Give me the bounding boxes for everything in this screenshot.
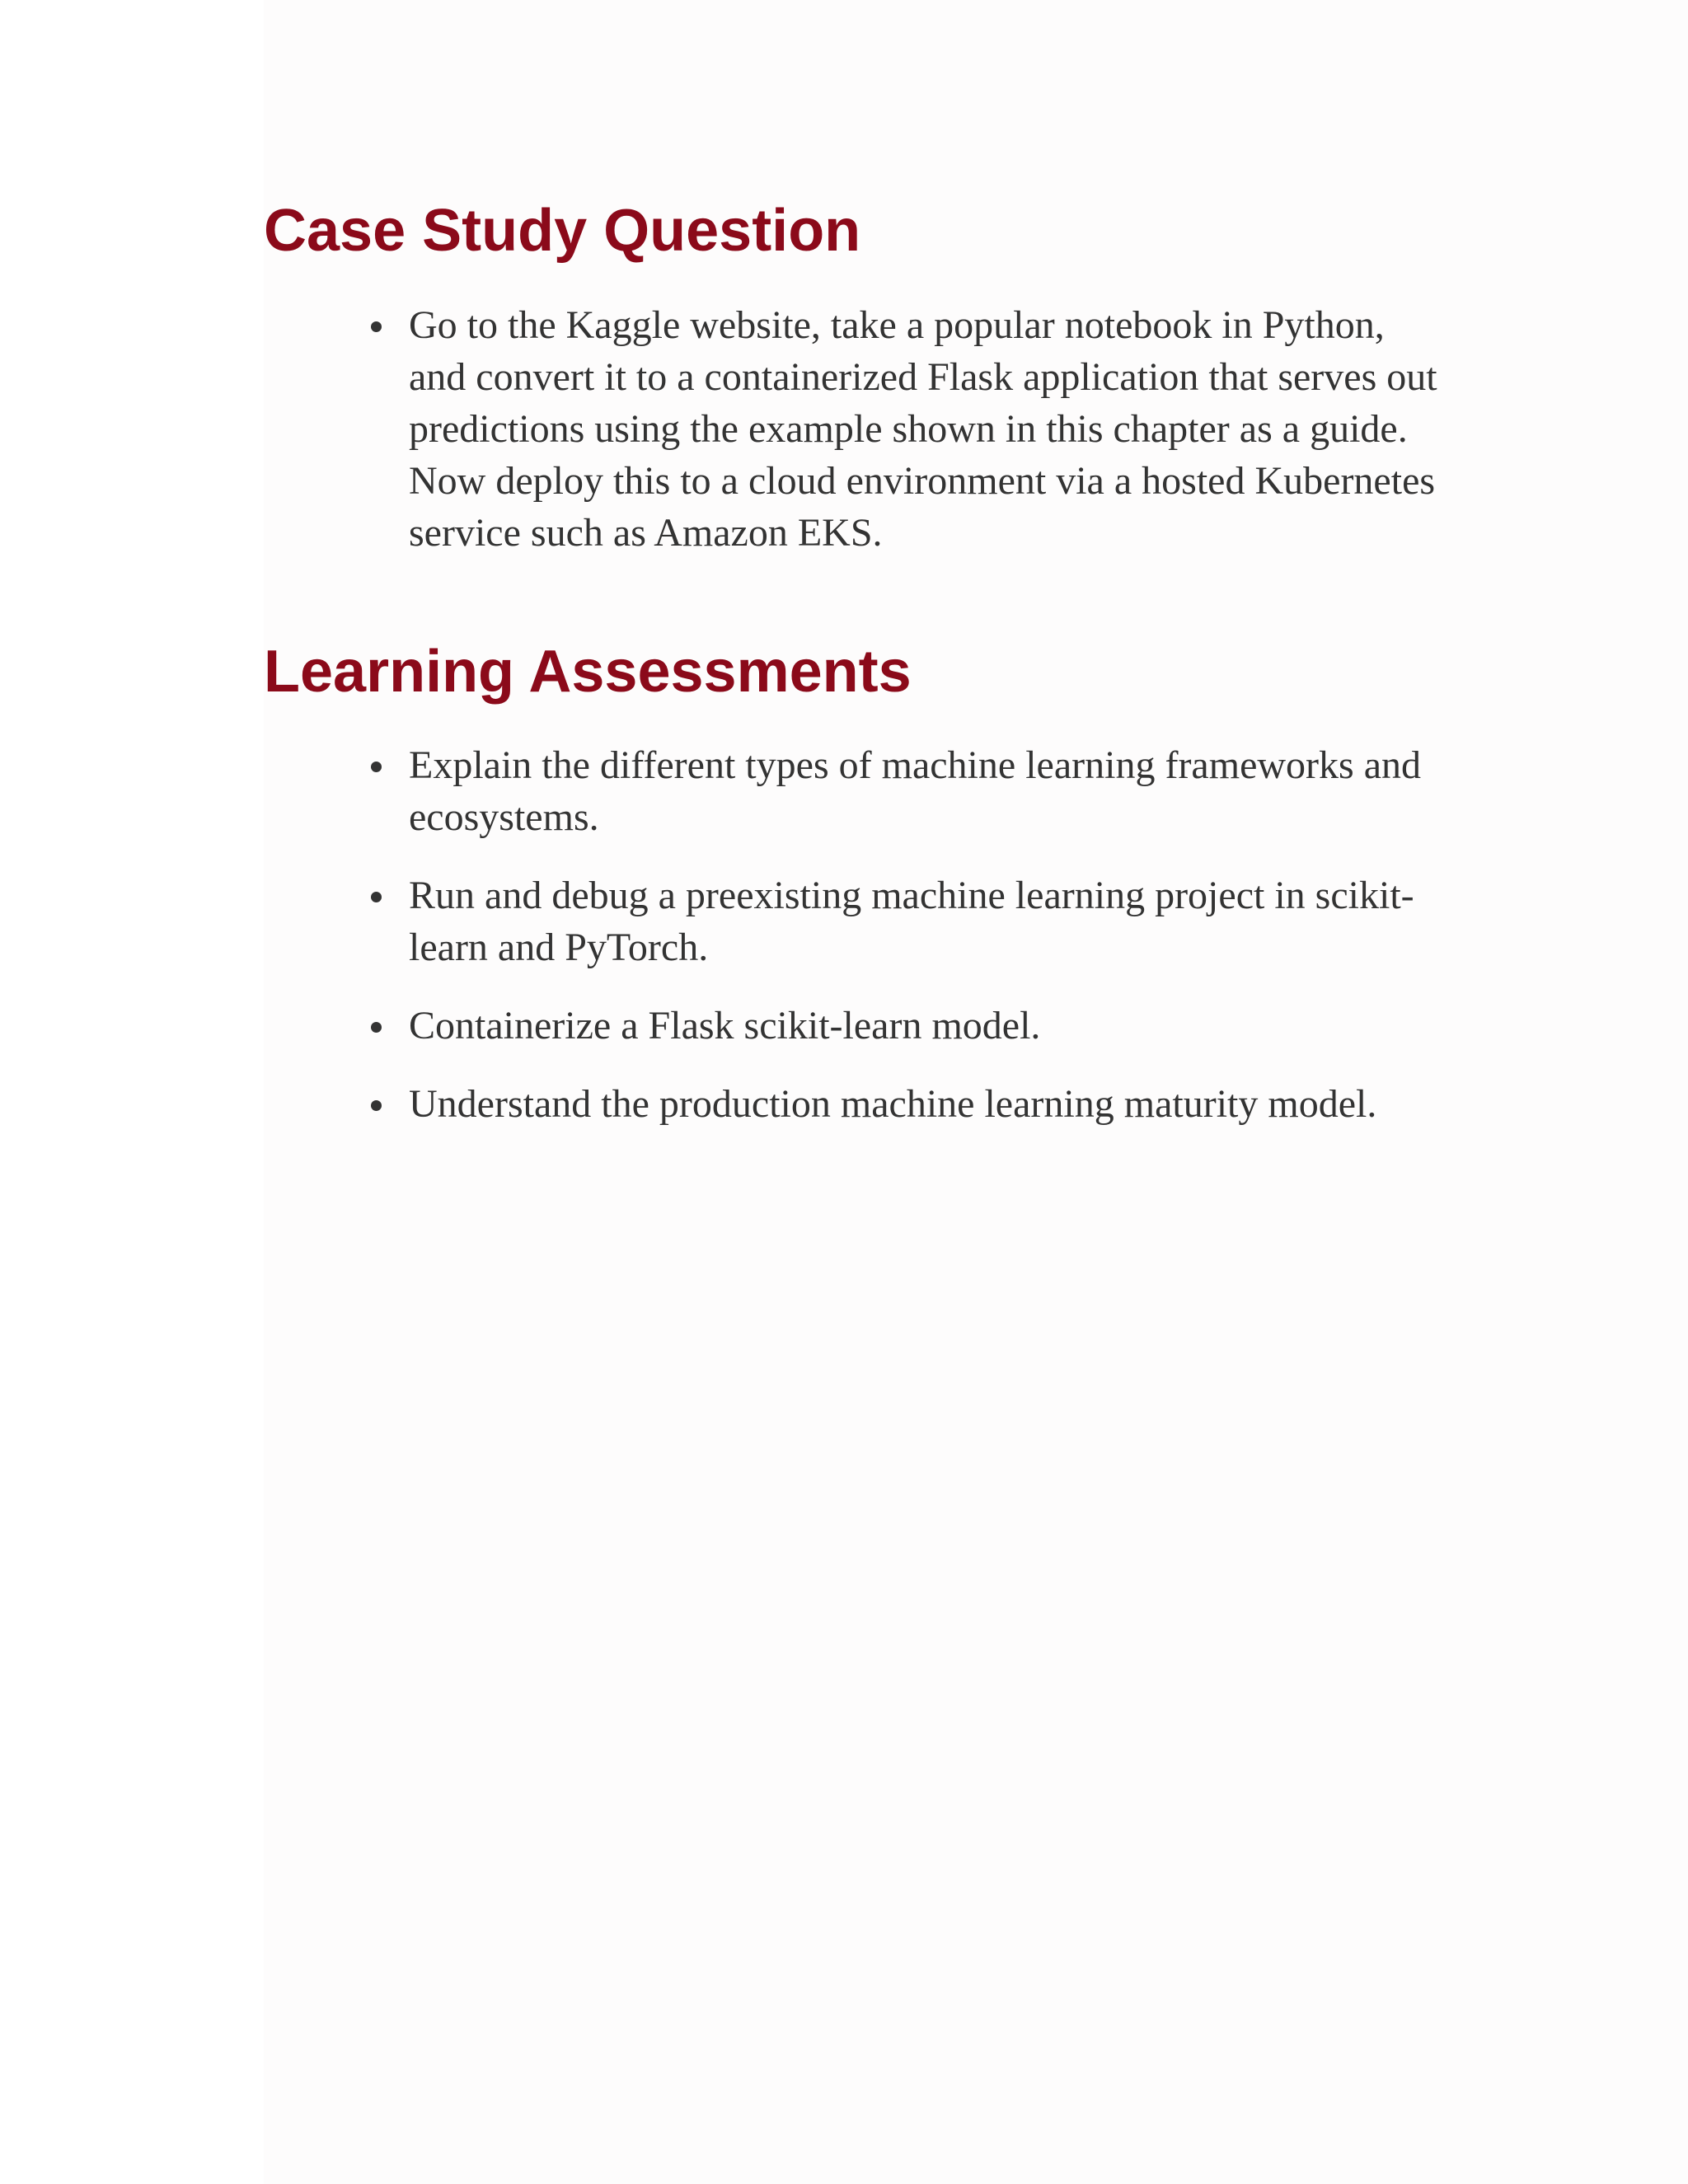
case-study-list	[409, 299, 1439, 585]
list-item	[409, 869, 1439, 973]
learning-assessments-list	[409, 739, 1439, 1156]
list-item-text: Run and debug a preexisting machine learning project in scikit-learn and PyTorch.	[409, 874, 1414, 969]
bullet-icon	[371, 1100, 382, 1111]
learning-assessments-heading: Learning Assessments	[264, 639, 912, 705]
bullet-icon	[371, 321, 382, 332]
list-item-text: Understand the production machine learning maturity model.	[409, 1082, 1377, 1126]
list-item-text: Go to the Kaggle website, take a popular notebook in Python, and convert it to a containerized Flask application that serves out predictions using the example shown in this chapter as a guide. Now deploy this to a cloud environment via a hosted Kubernetes service such as Amazon EKS.	[409, 303, 1437, 555]
list-item	[409, 299, 1439, 559]
bullet-icon	[371, 892, 382, 902]
bullet-icon	[371, 762, 382, 772]
list-item	[409, 1078, 1439, 1130]
case-study-heading: Case Study Question	[264, 198, 861, 264]
list-item-text: Explain the different types of machine learning frameworks and ecosystems.	[409, 743, 1422, 839]
list-item-text: Containerize a Flask scikit-learn model.	[409, 1004, 1041, 1047]
list-item	[409, 1000, 1439, 1052]
bullet-icon	[371, 1022, 382, 1033]
list-item	[409, 739, 1439, 843]
